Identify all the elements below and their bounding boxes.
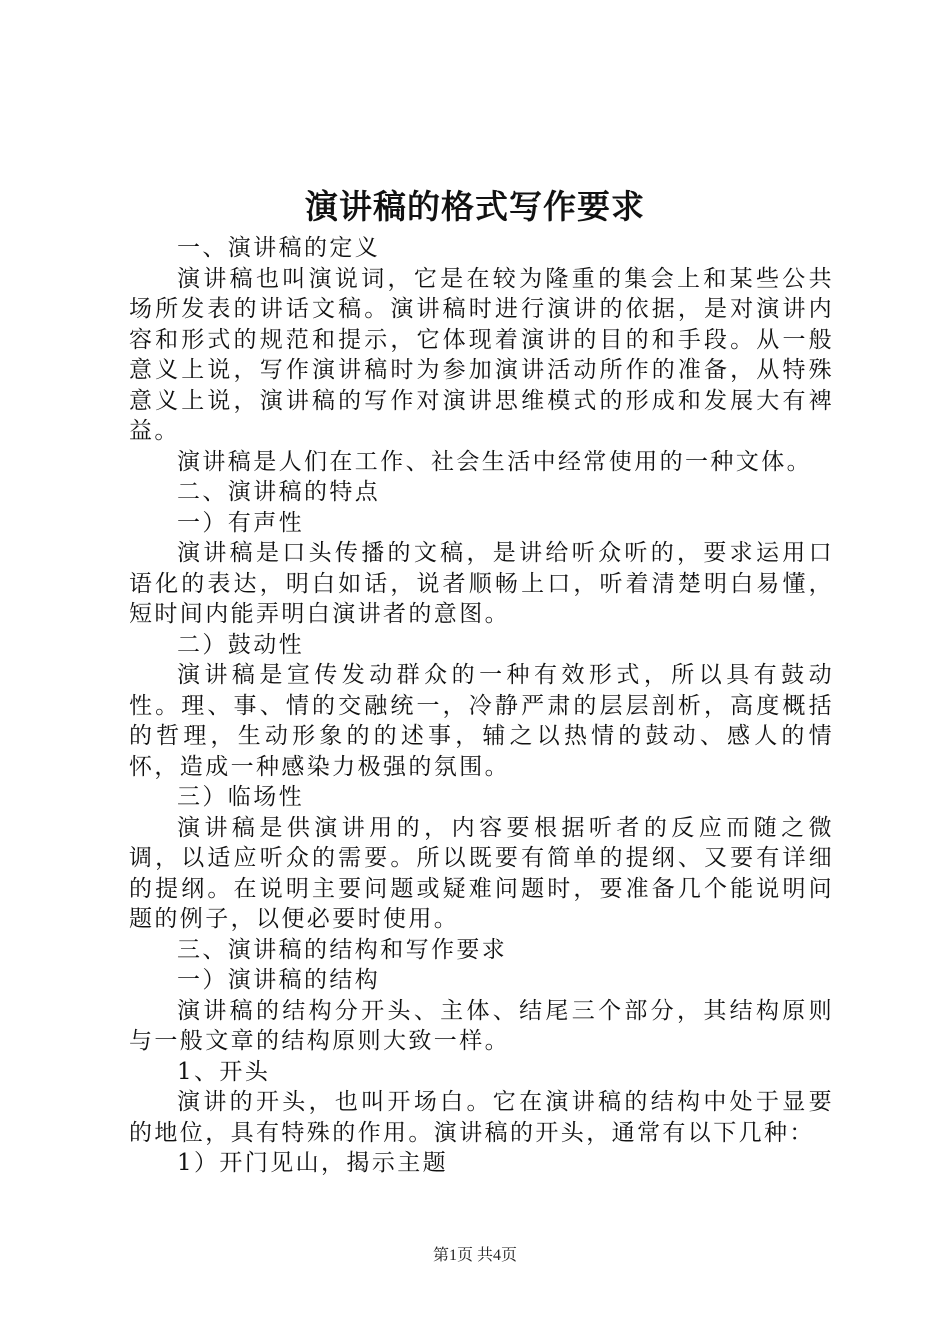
subheading-audible: 一）有声性 — [177, 509, 304, 536]
section-heading-definition: 一、演讲稿的定义 — [177, 235, 381, 261]
subheading-opening: 1、开头 — [177, 1058, 271, 1085]
paragraph-genre: 演讲稿是人们在工作、社会生活中经常使用的一种文体。 — [177, 448, 812, 475]
paragraph-structure: 演讲稿的结构分开头、主体、结尾三个部分，其结构原则与一般文章的结构原则大致一样。 — [129, 997, 834, 1054]
paragraph-inspiring: 演讲稿是宣传发动群众的一种有效形式，所以具有鼓动性。理、事、情的交融统一，冷静严肃的层层剖析，高度概括的哲理，生动形象的的述事，辅之以热情的鼓动、感人的情怀，造成一种感染力极强的氛围。 — [129, 662, 834, 780]
paragraph-on-site: 演讲稿是供演讲用的，内容要根据听者的反应而随之微调，以适应听众的需要。所以既要有简单的提纲、又要有详细的提纲。在说明主要问题或疑难问题时，要准备几个能说明问题的例子，以便必要时使用。 — [129, 814, 834, 932]
section-heading-features: 二、演讲稿的特点 — [177, 479, 381, 505]
subheading-structure: 一）演讲稿的结构 — [177, 967, 381, 993]
subheading-on-site: 三）临场性 — [177, 784, 304, 810]
paragraph-audible: 演讲稿是口头传播的文稿，是讲给听众听的，要求运用口语化的表达，明白如话，说者顺畅上口，听着清楚明白易懂，短时间内能弄明白演讲者的意图。 — [129, 540, 834, 627]
page-footer: 第1页 共4页 — [432, 1247, 517, 1264]
list-item-opening-method: 1）开门见山，揭示主题 — [177, 1150, 449, 1176]
section-heading-structure: 三、演讲稿的结构和写作要求 — [177, 936, 508, 963]
document-body — [129, 233, 834, 1179]
document-title: 演讲稿的格式写作要求 — [305, 187, 645, 226]
paragraph-definition: 演讲稿也叫演说词，它是在较为隆重的集会上和某些公共场所发表的讲话文稿。演讲稿时进行演讲的依据，是对演讲内容和形式的规范和提示，它体现着演讲的目的和手段。从一般意义上说，写作演讲稿时为参加演讲活动所作的准备，从特殊意义上说，演讲稿的写作对演讲思维模式的形成和发展大有裨益。 — [129, 265, 834, 444]
subheading-inspiring: 二）鼓动性 — [177, 631, 304, 658]
paragraph-opening: 演讲的开头，也叫开场白。它在演讲稿的结构中处于显要的地位，具有特殊的作用。演讲稿的开头，通常有以下几种： — [129, 1089, 834, 1146]
